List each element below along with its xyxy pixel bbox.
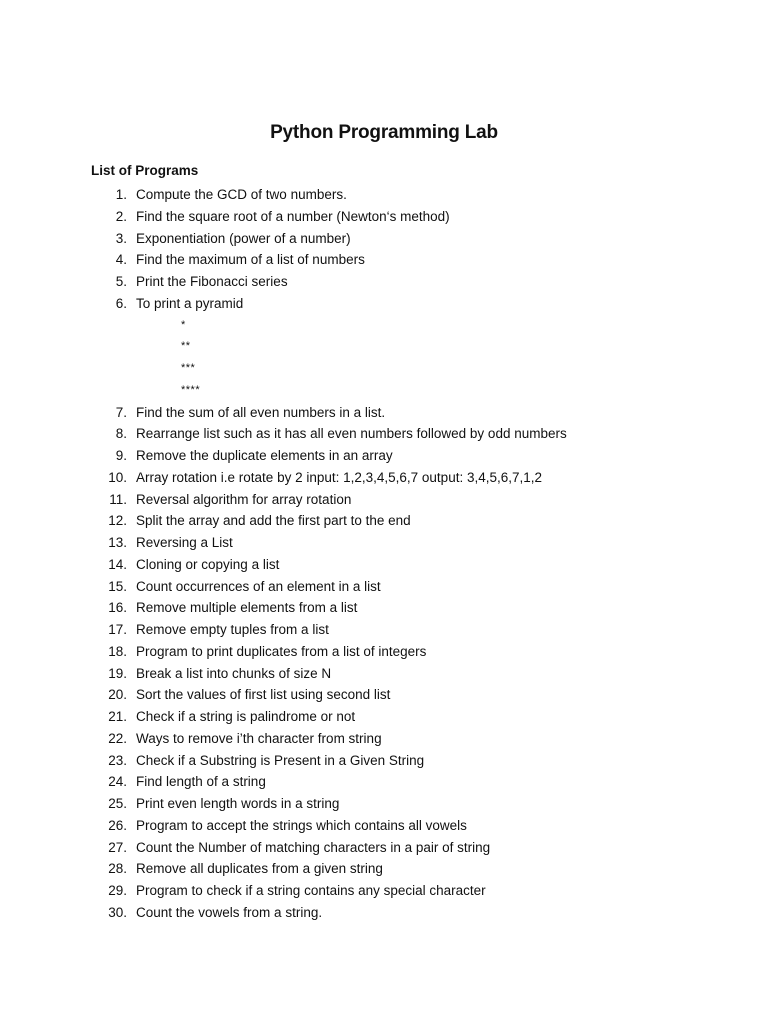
list-item: [0, 771, 768, 793]
pyramid-stars: ****: [181, 383, 201, 396]
item-number: 8.: [115, 426, 127, 442]
list-item: [0, 228, 768, 250]
list-item: [0, 271, 768, 293]
list-item: [0, 554, 768, 576]
list-item: [0, 206, 768, 228]
section-heading: List of Programs: [91, 163, 199, 178]
item-text: Break a list into chunks of size N: [136, 665, 332, 681]
pyramid-stars: **: [181, 340, 191, 353]
list-item: [0, 467, 768, 489]
item-text: Exponentiation (power of a number): [136, 230, 351, 246]
item-number: 10.: [108, 469, 127, 485]
pyramid-row: [0, 380, 768, 402]
item-number: 15.: [108, 578, 127, 594]
item-number: 13.: [108, 535, 127, 550]
list-item: [0, 532, 768, 554]
list-item: [0, 402, 768, 424]
list-item: [0, 445, 768, 467]
program-list: [0, 184, 768, 924]
item-text: Count the Number of matching characters in a pair of string: [136, 839, 491, 855]
item-number: 28.: [108, 861, 127, 877]
item-text: Remove all duplicates from a given string: [136, 861, 383, 877]
pyramid-row: [0, 336, 768, 358]
item-text: Sort the values of first list using second list: [136, 687, 391, 703]
item-number: 22.: [108, 730, 127, 746]
pyramid-row: [0, 315, 768, 337]
item-number: 20.: [108, 687, 127, 703]
item-number: 12.: [108, 513, 127, 529]
item-text: Program to check if a string contains any special character: [136, 883, 486, 898]
item-text: Remove empty tuples from a list: [136, 622, 329, 637]
item-text: Find length of a string: [136, 774, 266, 790]
pyramid-stars: *: [181, 318, 186, 331]
list-item: [0, 249, 768, 271]
item-text: Find the square root of a number (Newton‘s method): [136, 208, 450, 224]
item-text: Find the sum of all even numbers in a list.: [136, 404, 386, 420]
list-item: [0, 750, 768, 772]
item-text: Rearrange list such as it has all even numbers followed by odd numbers: [136, 426, 567, 442]
item-text: Check if a Substring is Present in a Given String: [136, 752, 425, 768]
item-text: Program to accept the strings which contains all vowels: [136, 817, 467, 833]
list-item: [0, 815, 768, 837]
item-number: 16.: [108, 600, 127, 616]
item-text: Print the Fibonacci series: [136, 274, 288, 289]
item-number: 30.: [108, 904, 127, 920]
item-number: 17.: [108, 622, 127, 637]
list-item: [0, 641, 768, 663]
page-title: Python Programming Lab: [270, 122, 498, 143]
item-text: To print a pyramid: [136, 295, 244, 311]
item-text: Ways to remove i’th character from string: [136, 730, 382, 746]
item-text: Count occurrences of an element in a list: [136, 578, 381, 594]
item-number: 26.: [108, 817, 127, 833]
list-item: [0, 880, 768, 902]
item-number: 23.: [108, 752, 127, 768]
list-item: [0, 837, 768, 859]
item-text: Find the maximum of a list of numbers: [136, 252, 365, 268]
item-number: 25.: [108, 796, 127, 811]
item-text: Print even length words in a string: [136, 796, 340, 811]
item-text: Check if a string is palindrome or not: [136, 709, 356, 724]
list-item: [0, 597, 768, 619]
item-number: 27.: [108, 839, 127, 855]
item-number: 14.: [108, 556, 127, 572]
item-number: 6.: [115, 295, 127, 311]
item-text: Count the vowels from a string.: [136, 904, 323, 920]
list-item: [0, 423, 768, 445]
list-item: [0, 858, 768, 880]
pyramid-stars: ***: [181, 362, 196, 374]
item-number: 29.: [108, 883, 127, 898]
item-number: 5.: [115, 274, 127, 289]
item-number: 1.: [115, 187, 127, 202]
item-number: 24.: [108, 774, 127, 790]
list-item: [0, 510, 768, 532]
item-text: Remove multiple elements from a list: [136, 600, 358, 616]
list-item: [0, 793, 768, 815]
list-item: [0, 576, 768, 598]
item-number: 21.: [108, 709, 127, 724]
item-text: Compute the GCD of two numbers.: [136, 187, 347, 202]
list-item: [0, 902, 768, 924]
item-text: Reversing a List: [136, 535, 233, 550]
pyramid-row: [0, 358, 768, 380]
item-number: 2.: [115, 208, 127, 224]
item-number: 19.: [108, 665, 127, 681]
list-item: [0, 728, 768, 750]
item-number: 18.: [108, 643, 127, 659]
item-number: 11.: [109, 491, 127, 507]
item-text: Split the array and add the first part to the end: [136, 513, 411, 529]
list-item: [0, 619, 768, 641]
item-number: 3.: [115, 230, 127, 246]
item-text: Program to print duplicates from a list of integers: [136, 643, 427, 659]
list-item: [0, 663, 768, 685]
list-item: [0, 489, 768, 511]
list-item: [0, 706, 768, 728]
item-text: Cloning or copying a list: [136, 556, 280, 572]
list-item: [0, 184, 768, 206]
item-text: Reversal algorithm for array rotation: [136, 491, 352, 507]
list-item: [0, 293, 768, 315]
item-number: 7.: [115, 404, 127, 420]
list-item: [0, 684, 768, 706]
item-number: 4.: [115, 252, 127, 268]
item-text: Remove the duplicate elements in an array: [136, 448, 393, 463]
item-text: Array rotation i.e rotate by 2 input: 1,2,3,4,5,6,7 output: 3,4,5,6,7,1,2: [136, 469, 543, 485]
item-number: 9.: [115, 448, 127, 463]
